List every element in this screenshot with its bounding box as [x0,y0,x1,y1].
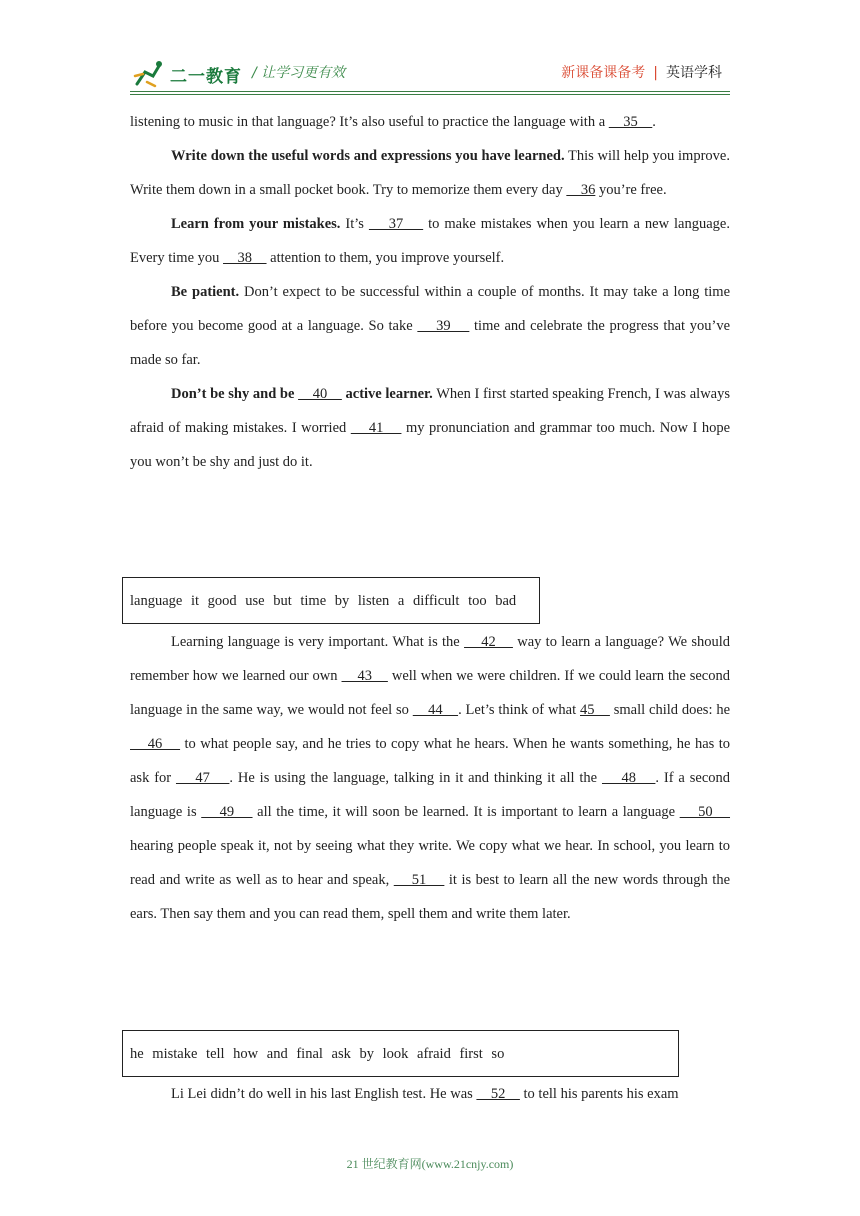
page-header [0,0,860,96]
blank-49: 49 [201,804,253,820]
blank-45: 45 [580,702,610,718]
paragraph: Don’t be shy and be 40 active learner. When I first started speaking French, I was always afraid of making mistakes. I worried 41 my pronunciation and grammar too much. Now I hope you won’t be shy and just do it. [130,386,731,470]
header-rule [130,91,730,92]
slogan: / 让学习更有效 [252,65,346,81]
logo-text: 二一教育 [170,67,242,87]
section-1 [130,105,730,479]
word-bank-box [122,1030,679,1077]
tag-separator: | [653,65,658,81]
tag-course: 新课备课备考 [561,65,646,81]
header-tags [561,62,722,82]
blank-47: 47 [175,770,230,786]
section-2 [130,625,730,931]
paragraph: Learning language is very important. What is the 42 way to learn a language? We should remember how we learned our own 43 well when we were children. If we could learn the second language in the same way, we would not feel so 44 . Let’s think of what 45 small child does: he 46 to what people say, and he tries to copy what he hears. When he wants something, he has to ask for 47 . He is using the language, talking in it and thinking it all the 48 . If a second language is 49 all the time, it will soon be learned. It is important to learn a language 50 hearing people speak it, not by seeing what they write. We copy what we hear. In school, you learn to read and write as well as to hear and speak, 51 it is best to learn all the new words through the ears. Then say them and you can read them, spell them and write them later. [130,634,731,922]
blank-46: 46 [130,736,181,752]
header-rule-thin [130,94,730,95]
word-bank-text: he mistake tell how and final ask by look afraid first so [130,1045,505,1062]
blank-35: 35 [608,114,653,130]
blank-48: 48 [601,770,656,786]
section-3 [130,1077,730,1111]
blank-52: 52 [476,1086,520,1102]
blank-39: 39 [417,318,470,334]
blank-41: 41 [350,420,402,436]
paragraph: Li Lei didn’t do well in his last English test. He was 52 to tell his parents his exam [171,1086,679,1102]
blank-43: 43 [341,668,388,684]
blank-37: 37 [368,216,424,232]
blank-36: 36 [566,182,596,198]
word-bank-text: language it good use but time by listen a difficult too bad [130,592,517,609]
blank-40: 40 [298,386,342,402]
paragraph: Write down the useful words and expressions you have learned. This will help you improve. Write them down in a small pocket book. Try to memorize them every day 36 you’re free. [130,148,730,198]
blank-38: 38 [223,250,267,266]
blank-51: 51 [393,872,445,888]
blank-44: 44 [412,702,459,718]
tag-subject: 英语学科 [666,65,722,81]
paragraph: Learn from your mistakes. It’s 37 to make mistakes when you learn a new language. Every time you 38 attention to them, you improve yourself. [130,216,730,266]
blank-42: 42 [464,634,513,650]
page-footer: 21 世纪教育网(www.21cnjy.com) [346,1157,514,1171]
paragraph: listening to music in that language? It’s also useful to practice the language with a 35 . [130,114,656,130]
blank-50: 50 [679,804,731,820]
word-bank-box [122,577,540,624]
paragraph: Be patient. Don’t expect to be successful within a couple of months. It may take a long time before you become good at a language. So take 39 time and celebrate the progress that you’ve made so far. [130,284,731,368]
